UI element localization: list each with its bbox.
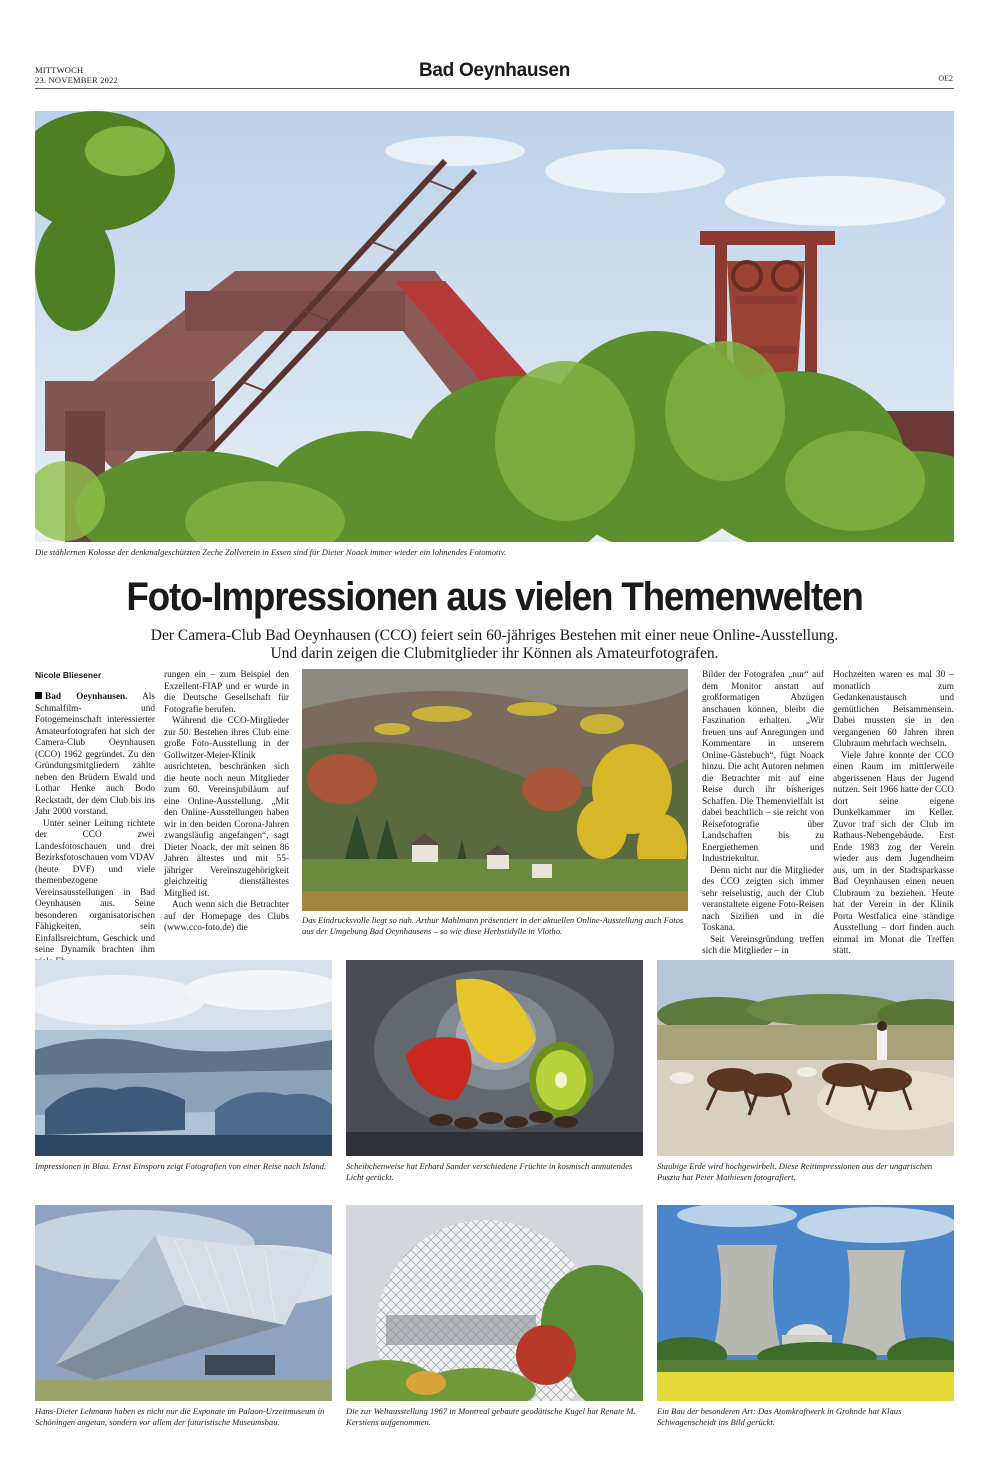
gallery-caption-4: Hans-Dieter Lehmann haben es nicht nur die Exponate im Palaon-Urzeitmuseum in Schöningen angetan, sondern vor allem der futuristische Museumsbau. [35, 1406, 325, 1427]
top-photo-caption: Die stählernen Kolosse der denkmalgeschützten Zeche Zollverein in Essen sind für Dieter Noack immer wieder ein lohnendes Fotomotiv. [35, 547, 507, 557]
article-column-4 [833, 670, 954, 958]
gallery-photo-biosphere [346, 1205, 643, 1401]
article-paragraph: Unter seiner Leitung richtete der CCO zwei Landesfotoschauen und drei Bezirksfotoschauen vom VDAV (heute DVF) und viele themenbezogene Vereinsausstellungen in Bad Oeynhausen aus. Seine besonderen organisatorischen Fähigkeiten, sein Einfallsreichtum, Geschick und seine Dynamik brachten ihm [35, 818, 155, 955]
article-paragraph: Denn nicht nur die Mitglieder des CCO zeigten sich immer sehr reiselustig, auch der Club veranstaltete eigene Foto-Reisen nach Sizilien und in die Toskana. [702, 865, 824, 933]
article-subhead [60, 627, 929, 663]
date: 23. NOVEMBER 2022 [35, 75, 118, 85]
article-paragraph: Viele Jahre konnte der CCO einen Raum im mittlerweile abgerissenen Haus der Jugend nutzen. Seit 1966 hatte der CCO dort seine eigene Dunkelkammer im Keller. Zuvor traf sich der Club im Rathaus-Nebengebäude. Erst Ende 1983 zog der Verein wieder aus dem Jugendheim aus, um in der Stadtsparkasse Bad Oeynhausen einen neuen Clubraum zu beziehen. Heute hat der Verein in der Klinik Porta Westfalica eine ständige Ausstellung – dort finden auch einmal im Monat die Treffen statt. [833, 750, 954, 956]
article-paragraph: Hochzeiten waren es mal 30 – monatlich zum Gedankenaustausch und gemütlichen Beisammensein. Dabei mussten sie in den vergangenen 60 Jahren ihren Clubraum mehrfach wechseln. [833, 670, 954, 749]
page-code: OE2 [938, 74, 953, 83]
gallery-photo-grohnde [657, 1205, 954, 1401]
dateline: Bad Oeynhausen. [45, 692, 128, 702]
article-headline: Foto-Impressionen aus vielen Themenwelten [126, 575, 863, 619]
top-photo-zollverein [35, 111, 954, 542]
article-paragraph: Seit Vereinsgründung treffen sich die Mitglieder – in [702, 934, 824, 956]
mid-photo-caption: Das Eindrucksvolle liegt so nah. Arthur Mahlmann präsentiert in der aktuellen Online-Ausstellung auch Fotos aus der Umgebung Bad Oeynhausens – so wie diese Herbstidylle in Vlotho. [302, 915, 684, 936]
article-column-2 [164, 670, 289, 935]
header-rule [35, 88, 954, 89]
gallery-caption-1: Impressionen in Blau. Ernst Einsporn zeigt Fotografien von einer Reise nach Island. [35, 1161, 327, 1171]
article-paragraph: Auch wenn sich die Betrachter auf der Homepage des Clubs (www.cco-foto.de) die [164, 900, 289, 933]
article-column-1 [35, 692, 155, 968]
article-column-3 [702, 670, 824, 958]
section-title: Bad Oeynhausen [418, 60, 570, 81]
article-paragraph: Bilder der Fotografen „nur“ auf dem Monitor anstatt auf großformatigen Abzügen anschauen können, bleibt die Faszination erhalten. „Wir freuen uns auf Anregungen und Kommentare in unserem Online-Gästebuch“, fügt Noack hinzu. Die acht Autoren nehmen die Betrachter mit auf eine Reise durch ihr bisheriges Schaffen. Die Themenvielfalt ist dabei beachtlich – sie reicht von Reisefotografie über Landschaften bis zu Energiethemen und Industriekultur. [702, 670, 824, 864]
paragraph-text: Als Schmalfilm- und Fotogemeinschaft interessierter Amateurfotografen hat sich der Camera-Club Oeynhausen (CCO) 1962 gegründet. Zu den Gründungsmitgliedern zählte neben den Brüdern Ewald und Lothar Henke auch Bodo Reckstadt, der dem Club bis ins Jahr 2000 vorstand. [35, 692, 156, 817]
gallery-caption-2: Scheibchenweise hat Erhard Sander verschiedene Früchte in kosmisch anmutendes Licht gerückt. [346, 1161, 633, 1182]
article-paragraph [35, 692, 155, 819]
gallery-photo-iceland [35, 960, 332, 1156]
gallery-photo-horses [657, 960, 954, 1156]
mid-photo-vlotho [302, 669, 688, 911]
article-paragraph: Während die CCO-Mitglieder zur 50. Bestehen ihres Club eine große Foto-Ausstellung in der Gollwitzer-Meier-Klinik ausrichteten, beschränken sich die heute noch neun Mitglieder zum 60. Vereinsjubiläum auf eine Online-Ausstellung. „Mit den Online-Ausstellungen haben wir in den beiden Corona-Jahren zwangsläufig angefangen“, sagt Dieter Noack, der mit seinen 86 Jahren ältestes und mit 55-jähriger Vereinszugehörigkeit gleichzeitig dienstältestes Mitglied ist. [164, 716, 289, 899]
gallery-photo-fruits [346, 960, 643, 1156]
gallery-photo-palaon [35, 1205, 332, 1401]
weekday: MITTWOCH [35, 65, 84, 75]
gallery-caption-5: Die zur Weltausstellung 1967 in Montreal gebaute geodätische Kugel hat Renate M. Kerstiens aufgenommen. [346, 1406, 636, 1427]
square-bullet-icon [35, 692, 42, 699]
article-paragraph: rungen ein – zum Beispiel den Exzellent-FIAP und er wurde in die Deutsche Gesellschaft für Fotografie berufen. [164, 670, 289, 715]
subhead-line-1: Der Camera-Club Bad Oeynhausen (CCO) feiert sein 60-jähriges Bestehen mit einer neue Online-Ausstellung. [150, 627, 839, 644]
author: Nicole Bliesener [35, 670, 102, 680]
gallery-caption-6: Ein Bau der besonderen Art: Das Atomkraftwerk in Grohnde hat Klaus Schwagenscheidt ins Bild gerückt. [657, 1406, 902, 1427]
gallery-caption-3: Staubige Erde wird hochgewirbelt. Diese Reitimpressionen aus der ungarischen Puszta hat Peter Mathiesen fotografiert. [657, 1161, 933, 1182]
subhead-line-2: Und darin zeigen die Clubmitglieder ihr Können als Amateurfotografen. [270, 645, 719, 662]
